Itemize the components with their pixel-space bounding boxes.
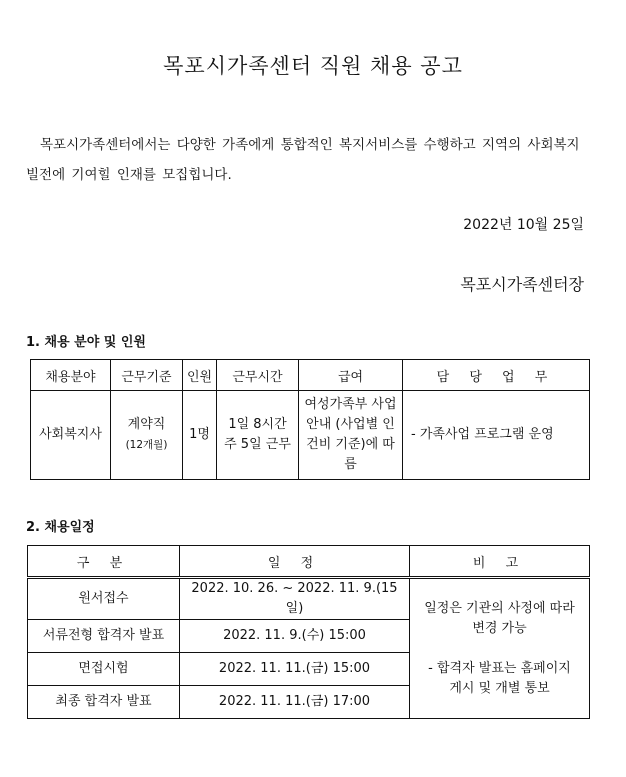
cell-count: 1명 [183,391,217,480]
header-count: 인원 [183,360,217,391]
header-contract: 근무기준 [111,360,183,391]
cell-label: 서류전형 합격자 발표 [28,620,180,653]
cell-schedule: 2022. 10. 26. ~ 2022. 11. 9.(15일) [180,578,410,620]
cell-contract [111,391,183,480]
cell-hours [217,391,299,480]
cell-notes [410,578,590,719]
note-schedule-change: 일정은 기관의 사정에 따라 변경 가능 [424,600,575,636]
cell-schedule: 2022. 11. 11.(금) 15:00 [180,653,410,686]
table-header-row [31,360,590,391]
table-row [28,578,590,620]
cell-schedule: 2022. 11. 9.(수) 15:00 [180,620,410,653]
cell-field: 사회복지사 [31,391,111,480]
cell-schedule: 2022. 11. 11.(금) 17:00 [180,686,410,719]
table-row [31,391,590,480]
contract-type: 계약직 [127,417,166,432]
header-duty: 담 당 업 무 [403,360,590,391]
cell-label: 원서접수 [28,578,180,620]
announcement-date: 2022년 10월 25일 [463,217,584,233]
intro-paragraph: 목포시가족센터에서는 다양한 가족에게 통합적인 복지서비스를 수행하고 지역의 사회복지 빌전에 기여힐 인재를 모집힙니다. [26,137,580,183]
issuer-name: 목포시가족센터장 [460,275,584,294]
section-1-heading: 1. 채용 분야 및 인원 [26,335,146,350]
header-hours: 근무시간 [217,360,299,391]
note-announcement: - 합격자 발표는 홈페이지 게시 및 개별 통보 [428,660,571,696]
cell-pay: 여성가족부 사업안내 (사업별 인건비 기준)에 따름 [299,391,403,480]
hours-daily: 1일 8시간 [228,417,287,432]
schedule-table [27,545,590,719]
cell-duty: - 가족사업 프로그램 운영 [403,391,590,480]
recruitment-table [30,359,590,480]
section-2-heading: 2. 채용일정 [26,520,95,535]
hours-weekly: 주 5일 근무 [224,437,291,452]
page-title: 목포시가족센터 직원 채용 공고 [163,54,463,78]
header-field: 채용분야 [31,360,111,391]
cell-label: 면접시험 [28,653,180,686]
cell-label: 최종 합격자 발표 [28,686,180,719]
header-category: 구 분 [28,546,180,578]
table-header-row [28,546,590,578]
header-note: 비 고 [410,546,590,578]
contract-period: (12개월) [125,439,168,451]
header-schedule: 일 정 [180,546,410,578]
header-pay: 급여 [299,360,403,391]
